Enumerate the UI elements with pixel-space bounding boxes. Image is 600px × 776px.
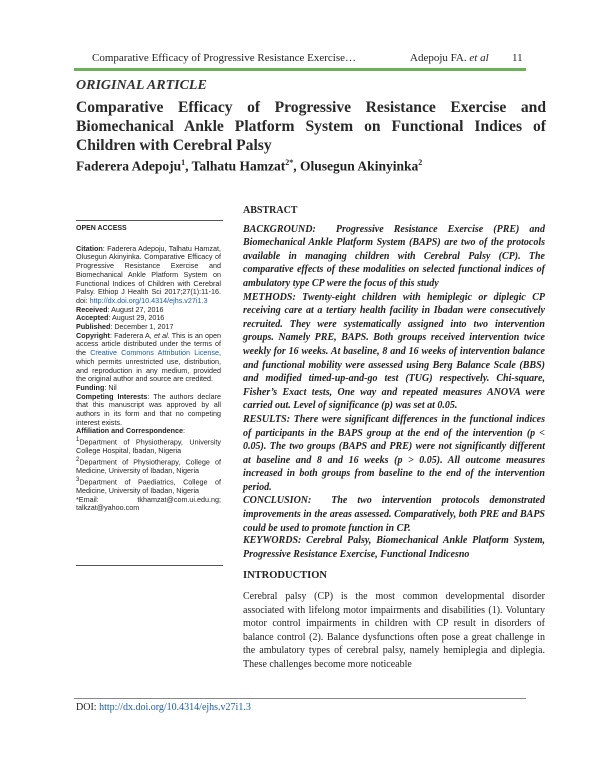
- affiliation-1: $^1$Department of Physiotherapy, University College Hospital, Ibadan, Nigeria: [76, 437, 221, 456]
- funding: Funding: Nil: [76, 382, 117, 392]
- section-label: ORIGINAL ARTICLE: [76, 78, 207, 93]
- open-access-label: OPEN ACCESS: [76, 225, 127, 232]
- page-number: 11: [512, 52, 523, 64]
- competing-interests: Competing Interests: The authors declare that this manuscript was approved by all authors in its form and that no competing interest exists.: [76, 391, 221, 427]
- author: Faderera Adepoju: [76, 158, 182, 174]
- received-date: Received: August 27, 2016: [76, 304, 164, 314]
- article-title: Comparative Efficacy of Progressive Resistance Exercise and Biomechanical Ankle Platform System on Functional Indices of Children with Cerebral Palsy: [76, 99, 546, 154]
- abstract-background: BACKGROUND: Progressive Resistance Exercise (PRE) and Biomechanical Ankle Platform System (BAPS) are two of the protocols available in managing children with Cerebral Palsy (CP). The comparative effects of these modalities on selected functional indices of ambulatory type CP were the focus of this study: [243, 223, 545, 289]
- author-list: Faderera Adepoju$^1$, Talhatu Hamzat$^{2*}$, Olusegun Akinyinka$^2$: [76, 158, 423, 174]
- published-date: Published: December 1, 2017: [76, 322, 174, 332]
- correspondence-email: *Email: tkhamzat@com.ui.edu.ng; talkzat@yahoo.com: [76, 494, 221, 513]
- abstract-results: RESULTS: There were significant differences in the functional indices of participants in the BAPS group at the end of the intervention (p < 0.05). The two groups (BAPS and PRE) were not significantly different at baseline and 8 and 16 weeks (p > 0.05). All outcome measures increased in both groups from baseline to the end of the intervention period.: [243, 413, 545, 493]
- accepted-date: Accepted: August 29, 2016: [76, 313, 165, 323]
- license-link[interactable]: Creative Commons Attribution License: [90, 348, 219, 358]
- keywords: KEYWORDS: Cerebral Palsy, Biomechanical Ankle Platform System, Progressive Resistance Exercise, Functional Indicesno: [243, 535, 545, 560]
- abstract-heading: ABSTRACT: [243, 205, 298, 216]
- article-info-sidebar: [76, 225, 221, 513]
- citation: Citation: Faderera Adepoju, Talhatu Hamzat, Olusegun Akinyinka. Comparative Efficacy of Progressive Resistance Exercise and Biomechanical Ankle Platform System on Functional Indices of Children with Cerebral Palsy. Ethiop J Health Sci 2017;27(1):11-16. doi: http://dx.doi.org/10.4314/ejhs.v27i1.3: [76, 243, 221, 305]
- abstract-conclusion: CONCLUSION: The two intervention protocols demonstrated improvements in the areas assessed. Comparatively, both PRE and BAPS could be used to promote function in CP.: [243, 495, 545, 534]
- introduction-heading: INTRODUCTION: [243, 570, 328, 581]
- sidebar-rule-bottom: [76, 565, 223, 566]
- running-author: Adepoju FA. et al: [410, 52, 489, 64]
- footer-doi: DOI: http://dx.doi.org/10.4314/ejhs.v27i1.3: [76, 702, 251, 713]
- copyright: Copyright: Faderera A, et al. This is an open access article distributed under the terms of the Creative Commons Attribution License, which permits unrestricted use, distribution, and reproduction in any medium, provided the original author and source are credited.: [76, 330, 221, 384]
- author: Olusegun Akinyinka: [300, 158, 419, 174]
- footer-doi-link[interactable]: http://dx.doi.org/10.4314/ejhs.v27i1.3: [99, 702, 251, 713]
- sidebar-rule-top: [76, 220, 223, 221]
- running-title: Comparative Efficacy of Progressive Resistance Exercise…: [92, 52, 357, 64]
- abstract: [243, 204, 545, 535]
- affiliation-3: $^3$Department of Paediatrics, College of Medicine, University of Ibadan, Nigeria: [76, 476, 221, 495]
- affiliation-2: $^2$Department of Physiotherapy, College of Medicine, University of Ibadan, Nigeria: [76, 456, 221, 476]
- abstract-methods: METHODS: Twenty-eight children with hemiplegic or diplegic CP receiving care at a tertiary health facility in Ibadan were consecutively recruited. They were systematically assigned into two intervention groups. Namely PRE, BAPS. Both groups received intervention twice weekly for 16 weeks. At baseline, 8 and 16 weeks of intervention balance and functional mobility were assessed using Berg Balance Scale (BBS) and modified timed-up-and-go test (TUG) respectively. Chi-square, Fisher’s Exact tests, One way and repeated measures ANOVA were carried out. Level of significance (p) was set at 0.05.: [243, 291, 546, 412]
- author: Talhatu Hamzat: [191, 158, 286, 174]
- footer-rule: [74, 698, 526, 699]
- header-rule: [74, 68, 526, 71]
- introduction-body: Cerebral palsy (CP) is the most common developmental disorder associated with lifelong motor impairments and disabilities (1). Voluntary motor control impairments in children with CP result in disorders of balance control (2). Balance dysfunctions often pose a great challenge in the ambulatory types of cerebral palsy, namely hemiplegia and diplegia. These challenges become more noticeable: [243, 591, 545, 670]
- citation-doi-link[interactable]: http://dx.doi.org/10.4314/ejhs.v27i1.3: [89, 295, 208, 305]
- affiliation-heading: Affiliation and Correspondence:: [76, 426, 186, 436]
